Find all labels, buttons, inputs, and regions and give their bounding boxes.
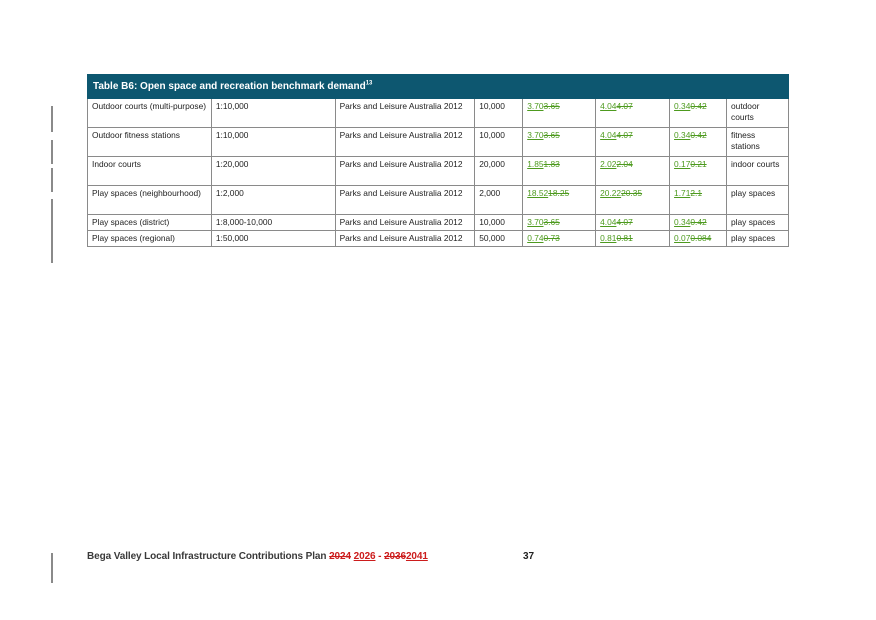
change-bar [51, 553, 53, 583]
inserted-value: 0.81 [600, 233, 617, 243]
inserted-value: 18.52 [527, 188, 549, 198]
source-cell: Parks and Leisure Australia 2012 [335, 231, 475, 247]
change-bar [51, 106, 53, 132]
demand-cell [670, 99, 727, 128]
footnote-ref: 13 [365, 80, 373, 87]
demand-cell [670, 215, 727, 231]
population-cell: 50,000 [475, 231, 523, 247]
facility-cell: Indoor courts [88, 157, 212, 186]
demand-cell [596, 99, 670, 128]
rate-cell: 1:50,000 [211, 231, 335, 247]
rate-cell: 1:10,000 [211, 99, 335, 128]
demand-cell [523, 231, 596, 247]
deleted-value: 3.65 [543, 130, 560, 140]
inserted-value: 3.70 [527, 101, 544, 111]
deleted-value: 2.1 [690, 188, 703, 198]
inserted-value: 0.07 [674, 233, 691, 243]
footer-year-old-start: 2024 [329, 551, 351, 562]
table-caption [88, 75, 789, 99]
demand-cell [523, 128, 596, 157]
demand-cell [596, 157, 670, 186]
deleted-value: 18.25 [548, 188, 570, 198]
rate-cell: 1:8,000-10,000 [211, 215, 335, 231]
unit-cell: play spaces [727, 186, 789, 215]
deleted-value: 3.65 [543, 101, 560, 111]
footer-separator: - [375, 551, 385, 562]
change-bar [51, 140, 53, 164]
table-row [88, 128, 789, 157]
population-cell: 10,000 [475, 215, 523, 231]
table-row [88, 157, 789, 186]
footer-year-new-end: 2041 [405, 551, 428, 562]
unit-cell: fitness stations [727, 128, 789, 157]
demand-cell [596, 215, 670, 231]
unit-cell: play spaces [727, 231, 789, 247]
table-row [88, 186, 789, 215]
facility-cell: Play spaces (regional) [88, 231, 212, 247]
demand-cell [596, 231, 670, 247]
source-cell: Parks and Leisure Australia 2012 [335, 186, 475, 215]
source-cell: Parks and Leisure Australia 2012 [335, 128, 475, 157]
source-cell: Parks and Leisure Australia 2012 [335, 99, 475, 128]
demand-cell [670, 128, 727, 157]
table-row [88, 215, 789, 231]
inserted-value: 1.71 [674, 188, 691, 198]
deleted-value: 4.07 [616, 130, 633, 140]
inserted-value: 2.02 [600, 159, 617, 169]
demand-cell [523, 99, 596, 128]
facility-cell: Outdoor courts (multi-purpose) [88, 99, 212, 128]
table-title: Table B6: Open space and recreation benchmark demand [93, 81, 366, 92]
demand-cell [670, 186, 727, 215]
deleted-value: 0.81 [616, 233, 633, 243]
inserted-value: 0.74 [527, 233, 544, 243]
change-bar [51, 168, 53, 192]
inserted-value: 4.04 [600, 217, 617, 227]
inserted-value: 4.04 [600, 130, 617, 140]
demand-cell [670, 157, 727, 186]
rate-cell: 1:2,000 [211, 186, 335, 215]
footer-year-new-start: 2026 [353, 551, 376, 562]
change-bar [51, 199, 53, 263]
inserted-value: 0.17 [674, 159, 691, 169]
deleted-value: 0.42 [690, 217, 707, 227]
demand-cell [523, 215, 596, 231]
deleted-value: 1.83 [543, 159, 560, 169]
deleted-value: 3.65 [543, 217, 560, 227]
inserted-value: 0.34 [674, 130, 691, 140]
inserted-value: 20.22 [600, 188, 622, 198]
deleted-value: 4.07 [616, 101, 633, 111]
inserted-value: 3.70 [527, 130, 544, 140]
facility-cell: Play spaces (district) [88, 215, 212, 231]
deleted-value: 0.084 [690, 233, 712, 243]
inserted-value: 1.85 [527, 159, 544, 169]
deleted-value: 0.73 [543, 233, 560, 243]
population-cell: 10,000 [475, 99, 523, 128]
demand-cell [670, 231, 727, 247]
population-cell: 10,000 [475, 128, 523, 157]
inserted-value: 0.34 [674, 101, 691, 111]
page-footer [87, 551, 428, 562]
source-cell: Parks and Leisure Australia 2012 [335, 157, 475, 186]
facility-cell: Outdoor fitness stations [88, 128, 212, 157]
population-cell: 20,000 [475, 157, 523, 186]
unit-cell: play spaces [727, 215, 789, 231]
deleted-value: 0.21 [690, 159, 707, 169]
deleted-value: 20.35 [621, 188, 643, 198]
rate-cell: 1:10,000 [211, 128, 335, 157]
unit-cell: indoor courts [727, 157, 789, 186]
demand-cell [596, 128, 670, 157]
unit-cell: outdoor courts [727, 99, 789, 128]
demand-cell [596, 186, 670, 215]
deleted-value: 4.07 [616, 217, 633, 227]
demand-cell [523, 157, 596, 186]
inserted-value: 3.70 [527, 217, 544, 227]
inserted-value: 0.34 [674, 217, 691, 227]
deleted-value: 0.42 [690, 101, 707, 111]
source-cell: Parks and Leisure Australia 2012 [335, 215, 475, 231]
deleted-value: 2.04 [616, 159, 633, 169]
table-row [88, 99, 789, 128]
benchmark-demand-table [87, 74, 789, 247]
footer-year-old-end: 2036 [384, 551, 406, 562]
facility-cell: Play spaces (neighbourhood) [88, 186, 212, 215]
demand-cell [523, 186, 596, 215]
rate-cell: 1:20,000 [211, 157, 335, 186]
population-cell: 2,000 [475, 186, 523, 215]
inserted-value: 4.04 [600, 101, 617, 111]
footer-title: Bega Valley Local Infrastructure Contributions Plan [87, 551, 327, 562]
page-number: 37 [523, 551, 535, 562]
table-row [88, 231, 789, 247]
deleted-value: 0.42 [690, 130, 707, 140]
